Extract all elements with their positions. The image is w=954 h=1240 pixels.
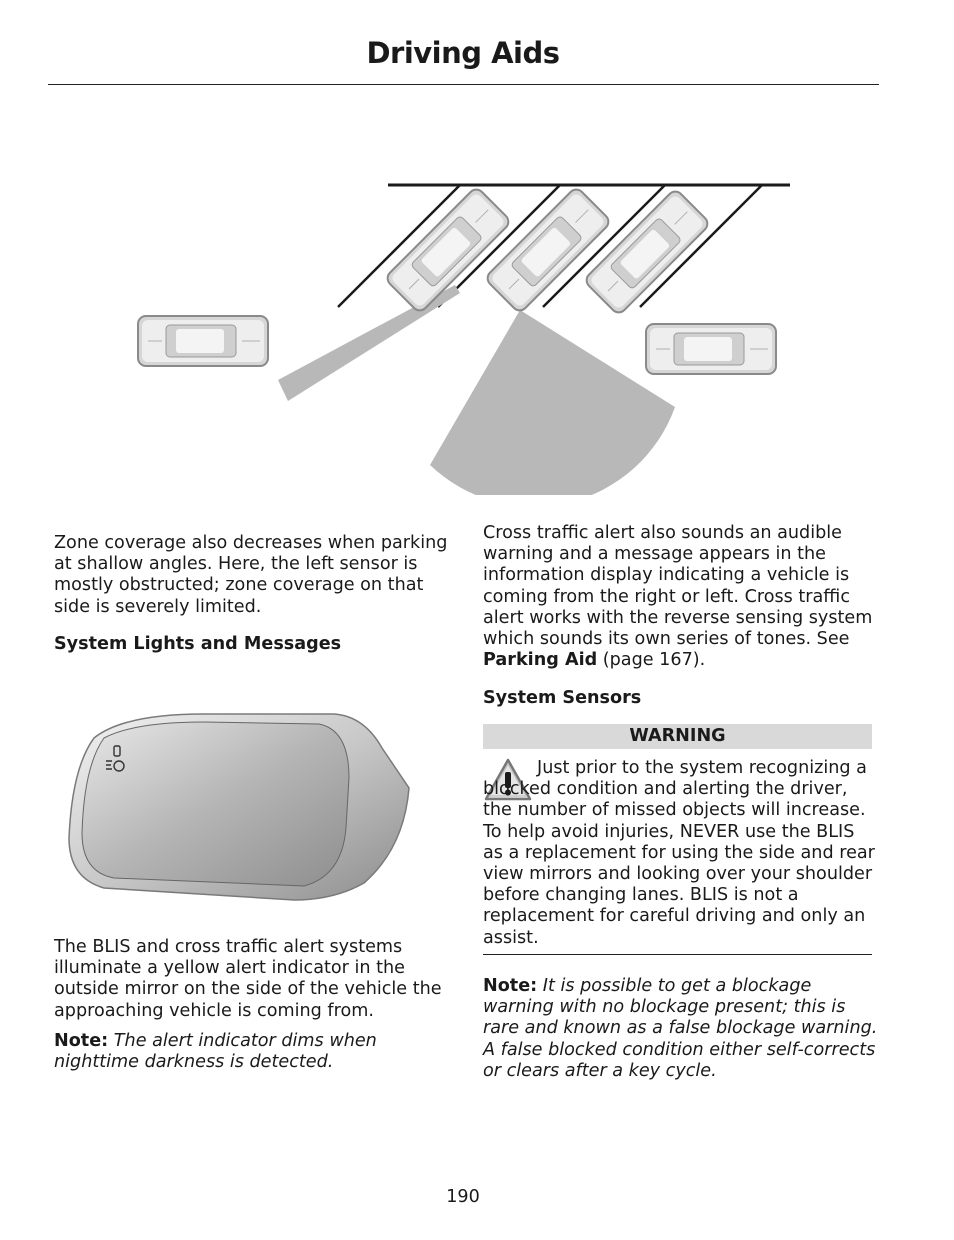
- page-number: 190: [446, 1187, 480, 1207]
- right-sensor-zone: [430, 310, 675, 495]
- heading-system-sensors: System Sensors: [483, 688, 642, 708]
- heading-system-lights: System Lights and Messages: [54, 634, 342, 654]
- warning-text: Just prior to the system recognizing a blocked condition and alerting the driver, the number of missed objects will increase. To help avoid injuries, NEVER use the BLIS as a replacement for using the side and rear view mirrors and looking over your shoulder before changing lanes. BLIS is not a replacement for careful driving and only an assist.: [483, 758, 875, 948]
- parking-aid-link[interactable]: Parking Aid: [483, 650, 598, 671]
- warning-divider: [483, 954, 872, 955]
- note-text: The alert indicator dims when nighttime darkness is detected.: [54, 1031, 377, 1073]
- note-false-blockage: [483, 976, 878, 1082]
- zone-coverage-paragraph: Zone coverage also decreases when parking at shallow angles. Here, the left sensor is mostly obstructed; zone coverage on that side is severely limited.: [54, 533, 448, 617]
- page-title: Driving Aids: [366, 36, 560, 70]
- title-divider: [48, 84, 879, 85]
- approaching-car-left: [138, 316, 268, 366]
- parked-car: [583, 188, 710, 315]
- note-text: It is possible to get a blockage warning with no blockage present; this is rare and known as a false blockage warning. A false blocked condition either self-corrects or clears after a key cycle.: [483, 976, 878, 1081]
- blis-indicator-paragraph: The BLIS and cross traffic alert systems illuminate a yellow alert indicator in the outside mirror on the side of the vehicle the approaching vehicle is coming from.: [54, 937, 442, 1021]
- warning-header: WARNING: [483, 724, 872, 749]
- cross-traffic-paragraph: Cross traffic alert also sounds an audible warning and a message appears in the information display indicating a vehicle is coming from the right or left. Cross traffic alert works with the reverse sensing system which sounds its own series of tones. See Parking Aid (page 167).: [483, 523, 873, 671]
- side-mirror-illustration: [64, 708, 414, 908]
- approaching-car-right: [646, 324, 776, 374]
- note-label: Note:: [483, 976, 538, 996]
- parking-zone-diagram: [130, 175, 790, 495]
- left-sensor-zone: [278, 285, 460, 401]
- mirror-glass: [82, 722, 349, 886]
- parked-car: [484, 186, 611, 313]
- note-darkness: [54, 1031, 434, 1073]
- note-label: Note:: [54, 1031, 109, 1051]
